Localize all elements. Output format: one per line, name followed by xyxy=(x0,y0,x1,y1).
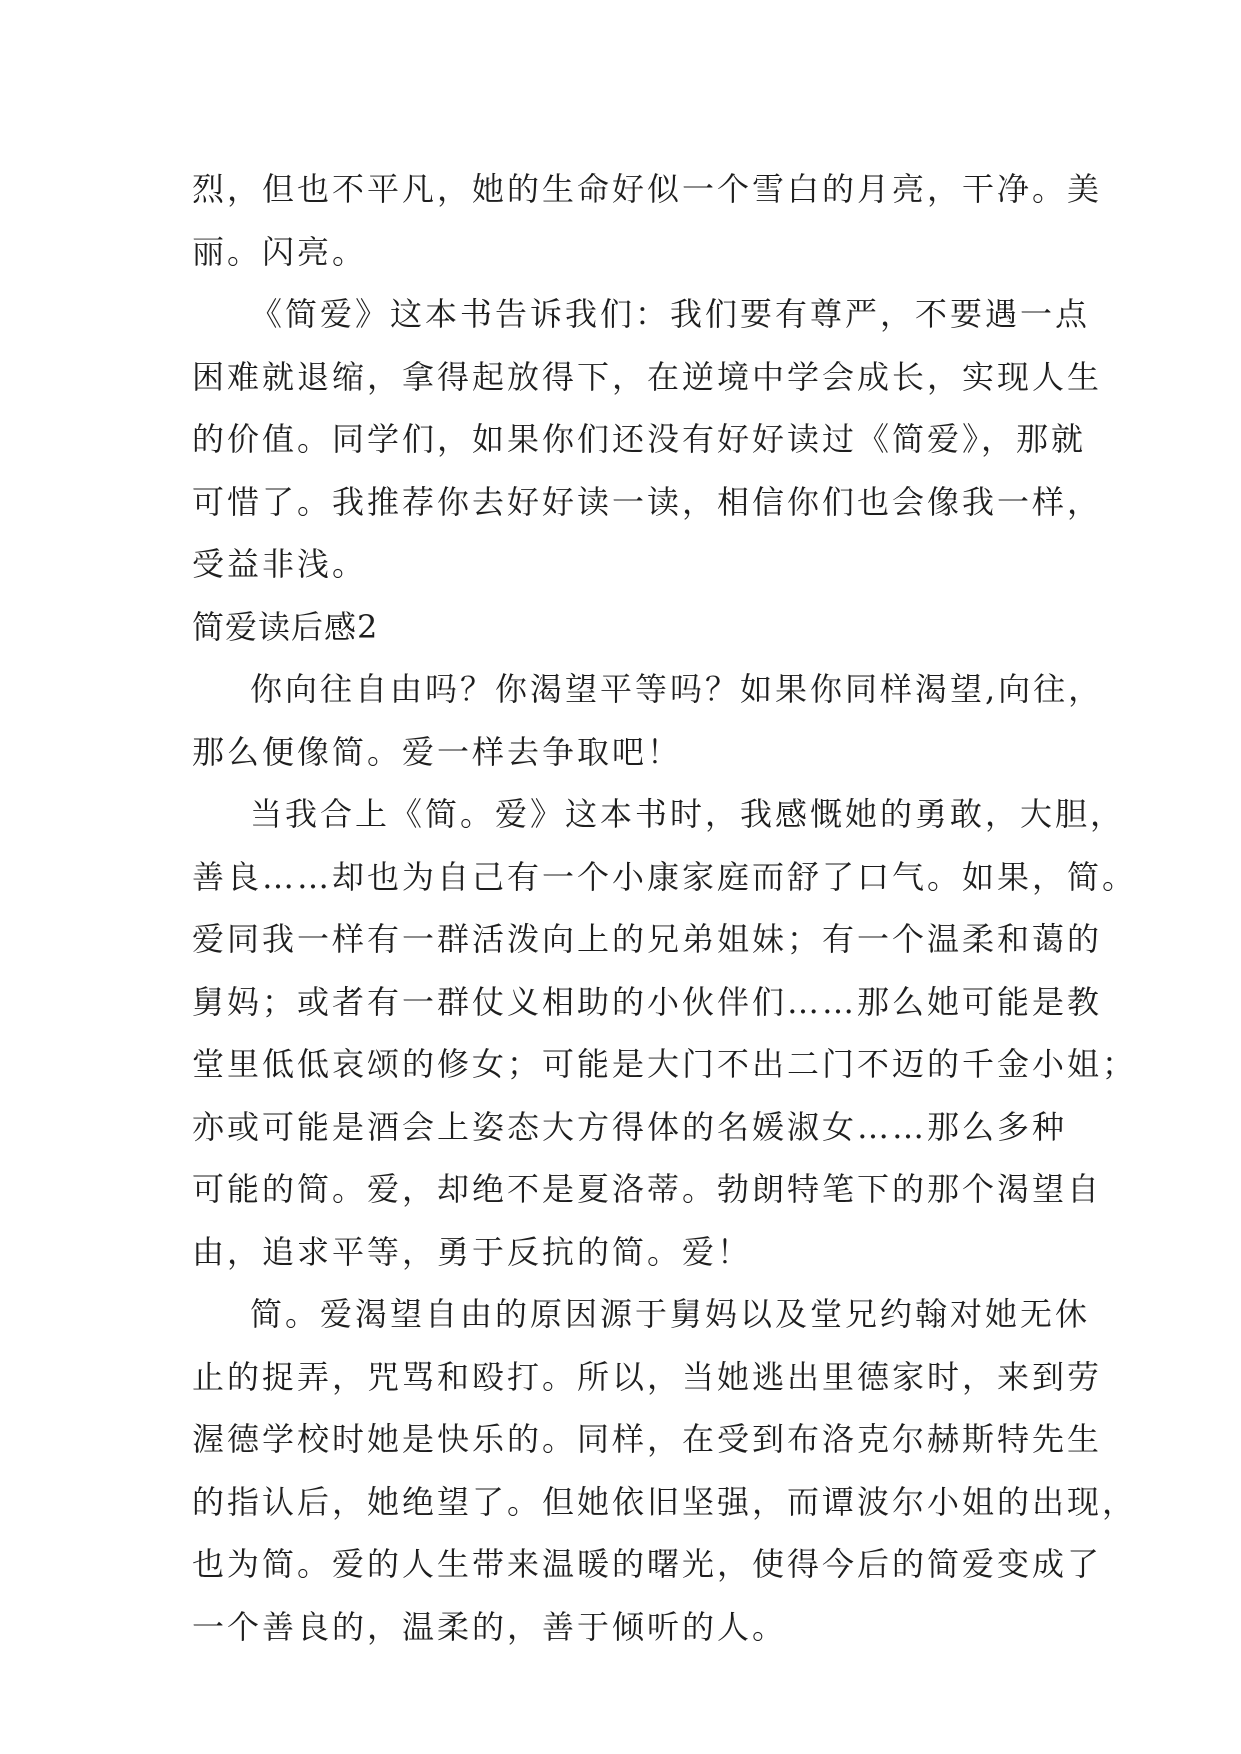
text-line: 可惜了。我推荐你去好好读一读，相信你们也会像我一样， xyxy=(192,482,1103,521)
paragraph-first-line: 当我合上《简。爱》这本书时，我感慨她的勇敢，大胆， xyxy=(250,795,1126,833)
text-line: 烈，但也不平凡，她的生命好似一个雪白的月亮，干净。美 xyxy=(192,170,1103,208)
text-line: 堂里低低哀颂的修女；可能是大门不出二门不迈的千金小姐； xyxy=(192,1045,1138,1083)
text-line: 止的捉弄，咒骂和殴打。所以，当她逃出里德家时，来到劳 xyxy=(192,1357,1103,1396)
text-line: 爱同我一样有一群活泼向上的兄弟姐妹；有一个温柔和蔼的 xyxy=(192,920,1103,958)
text-line: 一个善良的，温柔的，善于倾听的人。 xyxy=(192,1607,788,1646)
paragraph-first-line: 简。爱渴望自由的原因源于舅妈以及堂兄约翰对她无休 xyxy=(250,1295,1091,1333)
document-body xyxy=(192,158,1138,1658)
text-line: 受益非浅。 xyxy=(192,545,368,583)
text-line: 的指认后，她绝望了。但她依旧坚强，而谭波尔小姐的出现， xyxy=(192,1482,1138,1521)
text-line: 丽。闪亮。 xyxy=(192,232,368,271)
text-line: 善良……却也为自己有一个小康家庭而舒了口气。如果，简。 xyxy=(192,857,1138,896)
paragraph-first-line: 你向往自由吗？你渴望平等吗？如果你同样渴望,向往， xyxy=(250,670,1104,708)
text-line: 也为简。爱的人生带来温暖的曙光，使得今后的简爱变成了 xyxy=(192,1545,1103,1583)
text-line: 可能的简。爱，却绝不是夏洛蒂。勃朗特笔下的那个渴望自 xyxy=(192,1170,1103,1208)
text-line: 亦或可能是酒会上姿态大方得体的名媛淑女……那么多种 xyxy=(192,1107,1068,1146)
text-line: 那么便像简。爱一样去争取吧！ xyxy=(192,732,683,771)
text-line: 渥德学校时她是快乐的。同样，在受到布洛克尔赫斯特先生 xyxy=(192,1420,1103,1458)
section-heading: 简爱读后感2 xyxy=(192,607,379,646)
text-line: 舅妈；或者有一群仗义相助的小伙伴们……那么她可能是教 xyxy=(192,982,1103,1021)
paragraph-first-line: 《简爱》这本书告诉我们：我们要有尊严，不要遇一点 xyxy=(250,295,1091,333)
text-line: 困难就退缩，拿得起放得下，在逆境中学会成长，实现人生 xyxy=(192,357,1103,396)
text-line: 由，追求平等，勇于反抗的简。爱！ xyxy=(192,1232,753,1271)
text-line: 的价值。同学们，如果你们还没有好好读过《简爱》，那就 xyxy=(192,420,1087,458)
